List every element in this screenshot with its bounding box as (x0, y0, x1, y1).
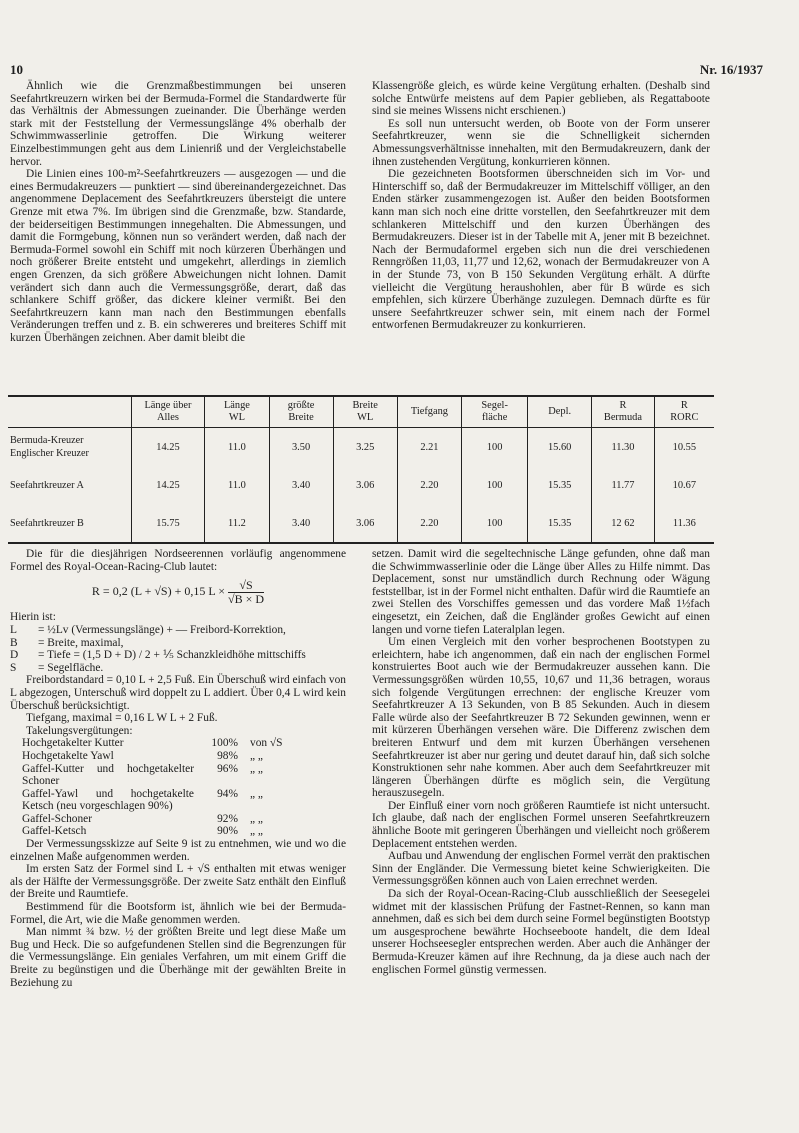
paragraph: Takelungsvergütungen: (26, 724, 133, 737)
paragraph: Da sich der Royal-Ocean-Racing-Club ausschließlich der Seesegelei widmet mit der klassischen Prüfung der Fastnet-Rennen, so kann man annehmen, daß es sich bei dem durch seine Formel begünstigten Bootstyp um ausgesprochene bewährte Hochseeboote handelt, die dem Ideal unserer Hochseesegler entsprechen werden. Aber auch die Anhänger der Bermuda-Kreuzer kämen auf ihre Rechnung, da ja diese auch nach der englischen Formel günstig vermessen. (372, 888, 710, 976)
table-cell: 2.20 (397, 466, 461, 504)
list-item: Hochgetakelte Yawl 98% „ „ (22, 749, 263, 762)
paragraph: Bestimmend für die Bootsform ist, ähnlich wie bei der Bermuda-Formel, die Art, wie die Maße genommen werden. (10, 901, 346, 926)
column-left-bottom (10, 548, 346, 989)
table-cell: 10.67 (654, 466, 714, 504)
table-header: Länge über Alles (131, 396, 205, 428)
paragraph: Die Linien eines 100-m²-Seefahrtkreuzers — ausgezogen — und die eines Bermudakreuzers — punktiert — sind übereinandergezeichnet. Das angenommene Deplacement des Seefahrtkreuzers übersteigt die untere Grenze mit etwa 7%. Im übrigen sind die Grenzmaße, bzw. Standarde, der beiderseitigen Bestimmungen innegehalten. Die Abmessungen, und damit die Formgebung, können nun so verändert werden, daß nach der Bermuda-Formel sowohl ein Schiff mit noch kürzeren Überhängen und noch größerer Breite entsteht und umgekehrt, allerdings in ziemlich engen Grenzen, da sich größere Abweichungen nicht lohnen. Damit verändert sich dann auch die Vermessungsgröße, derart, daß das schlankere Schiff größer, das dickere kleiner vermißt. Bei den Seefahrtkreuzern kann man nach den Bestimmungen ebenfalls Veränderungen treffen und z. B. ein schwereres und breiteres Schiff mit kurzen Überhängen zeichnen. Aber damit bleibt die (10, 168, 346, 344)
paragraph: Ähnlich wie die Grenzmaßbestimmungen bei unseren Seefahrtkreuzern wirken bei der Bermuda-Formel die Standardwerte für das Verhältnis der Abmessungen zueinander. Die Überhänge werden stark mit der Feststellung der Vermessungslänge 4% oberhalb der Schwimmwasserlinie getroffen. Die Wirkung weiterer Einzelbestimmungen geht aus dem Linienriß und der Vergleichstabelle hervor. (10, 80, 346, 168)
paragraph: Um einen Vergleich mit den vorher besprochenen Bootstypen zu erleichtern, habe ich angenommen, daß ein nach der englischen Formel konstruiertes Boot auch wie der Bermudakreuzer aussehen kann. Die Vermessungsgrößen würden 10,55, 10,67 und 11,36 betragen, woraus sich folgende Vergütungen errechnen: der englische Kreuzer vom Seefahrtkreuzer A 13 Sekunden, von B 85 Sekunden. Auch in diesem Falle würde also der Seefahrtkreuzer B 72 Sekunden gewinnen, wenn er mit kürzeren Überhängen versehen wäre. Die Differenz zwischen dem breiteren Entwurf und dem mit kurzen Überhängen versehenen Seefahrtkreuzer ist aber nur gering und deutet darauf hin, daß sich solche Konstruktionen sehr nahe kommen. Aber auch dem Seefahrtkreuzer mit längeren Überhängen dürfte es möglich sein, die Vergütung herauszusegeln. (372, 636, 710, 800)
table-header-row (8, 396, 714, 428)
list-item: Hochgetakelter Kutter 100% von √S (22, 737, 283, 750)
paragraph: Freibordstandard = 0,10 L + 2,5 Fuß. Ein Überschuß wird einfach von L abgezogen, Unterschuß wird doppelt zu L addiert. Über 0,4 L wird kein Überschuß berücksichtigt. (10, 674, 346, 712)
formula: R = 0,2 (L + √S) + 0,15 L × $\frac{√S}{√B \times D}$ (91, 578, 265, 606)
table-header: Länge WL (205, 396, 269, 428)
list-item: Gaffel-Yawl und hochgetakelte Ketsch (neu vorgeschlagen 90%) 94% „ „ (22, 787, 263, 813)
table-cell: 15.60 (528, 428, 592, 467)
table-cell: 2.20 (397, 504, 461, 543)
table-cell: 11.0 (205, 428, 269, 467)
definition: D = Tiefe = (1,5 D + D) / 2 + ⅕ Schanzkleidhöhe mittschiffs (10, 649, 306, 662)
table-cell: 12 62 (592, 504, 654, 543)
column-right-top (372, 80, 710, 332)
table-header: Depl. (528, 396, 592, 428)
paragraph: Die gezeichneten Bootsformen überschneiden sich im Vor- und Hinterschiff so, daß der Bermudakreuzer im Mittelschiff völliger, an den Enden stärker zusammengezogen ist. Außer den beiden Bootsformen kann man sich noch eine dritte vorstellen, den Seefahrtkreuzer mit dem schlankeren Mittelschiff und den kurzen Überhängen des Bermudakreuzers. Dieser ist in der Tabelle mit A, jener mit B bezeichnet. Nach der Bermudaformel ergeben sich nun die drei verschiedenen Renngrößen 11,03, 11,77 und 12,62, wonach der Bermudakreuzer von A in der Stunde 73, von B 150 Sekunden Vergütung erhält. A dürfte vielleicht die Vergütung heraushohlen, aber für B würde es sich empfehlen, sich kürzere Überhänge zuzulegen. Demnach dürfte es für unsere Seefahrtkreuzer schwer sein, mit einem nach der Formel entworfenen Bermudakreuzer zu konkurrieren. (372, 168, 710, 332)
table-cell: 14.25 (131, 466, 205, 504)
table-cell: 15.35 (528, 466, 592, 504)
table-header: R RORC (654, 396, 714, 428)
table-cell: 3.50 (269, 428, 333, 467)
list-item: Gaffel-Schoner 92% „ „ (22, 812, 263, 825)
table-cell: 11.2 (205, 504, 269, 543)
paragraph: Der Vermessungsskizze auf Seite 9 ist zu entnehmen, wie und wo die einzelnen Maße aufgenommen werden. (10, 838, 346, 863)
table-cell: 10.55 (654, 428, 714, 467)
paragraph: Man nimmt ¾ bzw. ½ der größten Breite und legt diese Maße um Bug und Heck. Die so aufgefundenen Stellen sind die Begrenzungen für die Vermessungslänge. Ein geniales Verfahren, um mit einem Griff die Breite zu begünstigen und die Überhänge mit der gewählten Breite in Beziehung zu (10, 926, 346, 989)
paragraph: Im ersten Satz der Formel sind L + √S enthalten mit etwas weniger als der Hälfte der Vermessungsgröße. Der zweite Satz enthält den Einfluß der Breite und Raumtiefe. (10, 863, 346, 901)
table-cell: 11.77 (592, 466, 654, 504)
table-row (8, 466, 714, 504)
paragraph: Tiefgang, maximal = 0,16 L W L + 2 Fuß. (26, 712, 218, 725)
paragraph: Aufbau und Anwendung der englischen Formel verrät den praktischen Sinn der Engländer. Die Vermessung bietet keine Schwierigkeiten. Die Vermessungsgrößen können auch von Laien errechnet werden. (372, 850, 710, 888)
table-cell: Seefahrtkreuzer B (8, 504, 131, 543)
table-cell: 3.40 (269, 466, 333, 504)
table-header: Segel- fläche (462, 396, 528, 428)
table-cell: 15.75 (131, 504, 205, 543)
table-cell: 100 (462, 428, 528, 467)
paragraph: Es soll nun untersucht werden, ob Boote von der Form unserer Seefahrtkreuzer, wenn sie die Schnelligkeit sichernden Abmessungsverhältnisse innehalten, mit den Bermudakreuzern, dank der ihnen zustehenden Vergütung, konkurrieren können. (372, 117, 710, 168)
table-cell: 3.06 (333, 504, 397, 543)
table-cell: 3.25 (333, 428, 397, 467)
column-right-bottom (372, 548, 710, 976)
table-cell: 100 (462, 504, 528, 543)
issue-number: Nr. 16/1937 (699, 62, 763, 77)
comparison-table (8, 395, 714, 544)
paragraph: setzen. Damit wird die segeltechnische Länge gefunden, ohne daß man die Schwimmwasserlinie oder die Länge über Alles zu Hilfe nimmt. Das Deplacement, sonst nur umständlich durch Rechnung oder Wägung feststellbar, ist in der Formel nicht enthalten. Dafür wird die Raumtiefe an zwei Stellen des Vorschiffes gemessen und das vordere Maß 1½fach eingesetzt, ein Zeichen, daß die Engländer großes Gewicht auf einen langen und vorne tiefen Lateralplan legen. (372, 548, 710, 636)
paragraph: Klassengröße gleich, es würde keine Vergütung erhalten. (Deshalb sind solche Entwürfe meistens auf dem Papier geblieben, als Regattaboote sind sie meines Wissens nicht erschienen.) (372, 80, 710, 118)
paragraph: Hierin ist: (10, 611, 56, 624)
table-cell: 15.35 (528, 504, 592, 543)
table-cell: 11.0 (205, 466, 269, 504)
table-cell: Bermuda-Kreuzer Englischer Kreuzer (10, 435, 89, 459)
page-number: 10 (10, 62, 23, 77)
table-cell: Seefahrtkreuzer A (10, 479, 84, 491)
table-header: Tiefgang (397, 396, 461, 428)
definition: S = Segelfläche. (10, 661, 104, 674)
list-item: Gaffel-Kutter und hochgetakelter Schoner 96% „ „ (22, 762, 263, 788)
table-header: größte Breite (269, 396, 333, 428)
table-cell: 3.06 (333, 466, 397, 504)
table-cell: 2.21 (397, 428, 461, 467)
table-cell: 3.40 (269, 504, 333, 543)
table-row (8, 428, 714, 467)
definition: B = Breite, maximal, (10, 636, 124, 649)
table-header (8, 396, 131, 428)
paragraph: Die für die diesjährigen Nordseerennen vorläufig angenommene Formel des Royal-Ocean-Racing-Club lautet: (10, 548, 346, 573)
paragraph: Der Einfluß einer vorn noch größeren Raumtiefe ist nicht untersucht. Ich glaube, daß nach der englischen Formel unseren Seefahrtkreuzern ähnliche Boote mit geringeren Überhängen und vielleicht noch größerem Deplacement entstehen werden. (372, 799, 710, 850)
definition: L = ½Lv (Vermessungslänge) + — Freibord-Korrektion, (10, 623, 286, 636)
table-cell: 100 (462, 466, 528, 504)
table-cell: 11.36 (654, 504, 714, 543)
table-cell: 11.30 (592, 428, 654, 467)
column-left-top (10, 80, 346, 344)
table-row (8, 504, 714, 543)
table-cell: 14.25 (131, 428, 205, 467)
list-item: Gaffel-Ketsch 90% „ „ (22, 825, 263, 838)
table-header: Breite WL (333, 396, 397, 428)
table-header: R Bermuda (592, 396, 654, 428)
